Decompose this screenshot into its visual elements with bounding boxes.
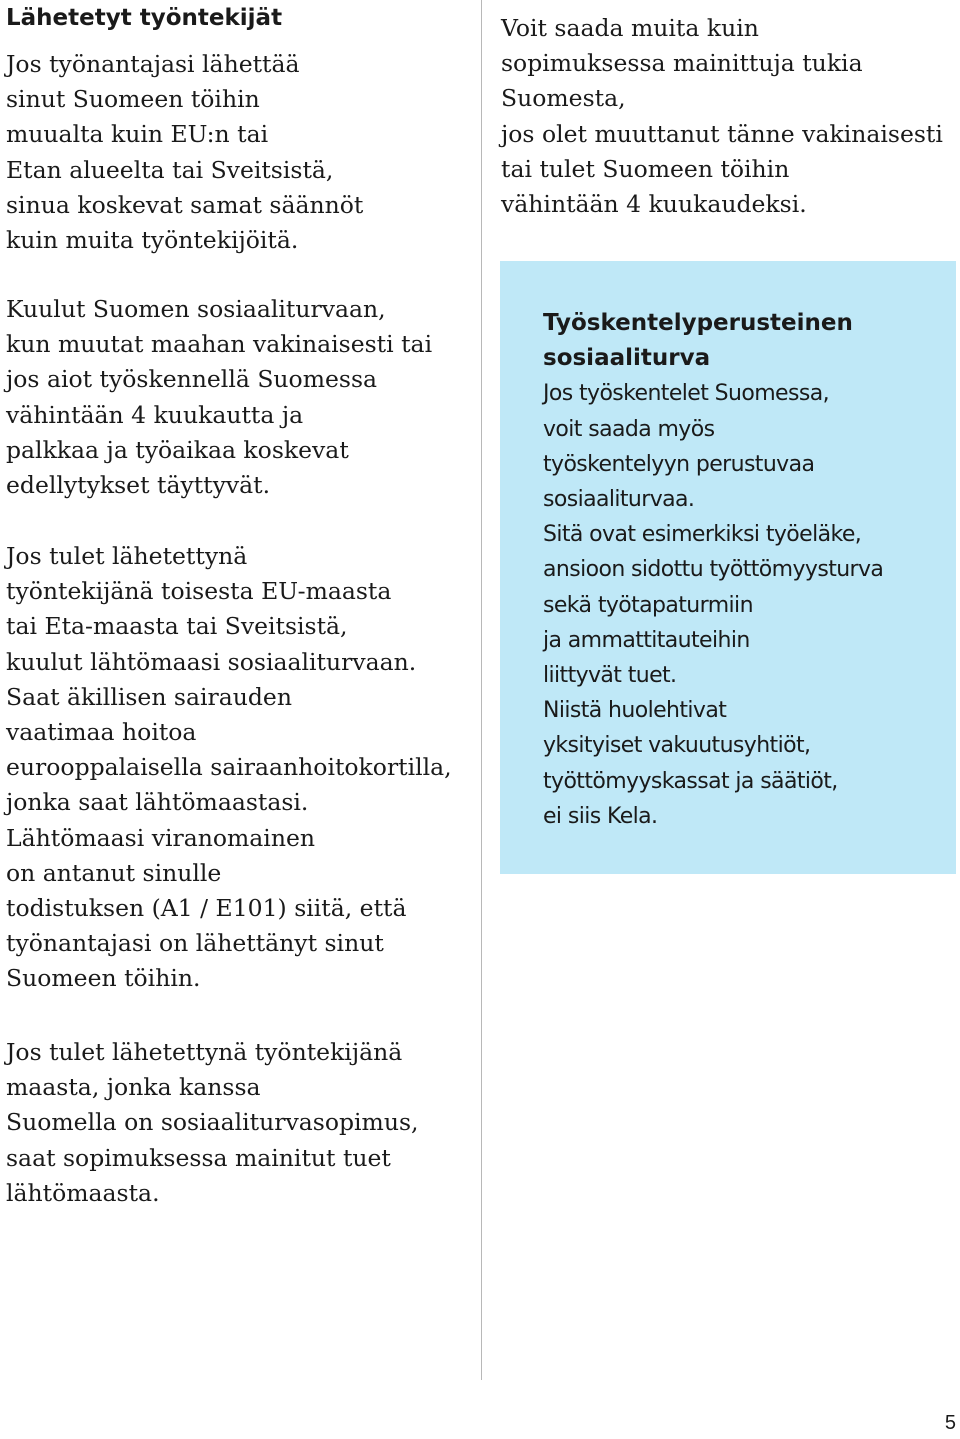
text-line: liittyvät tuet. bbox=[543, 663, 677, 689]
text-line: saat sopimuksessa mainitut tuet bbox=[6, 1143, 391, 1172]
text-line: kuulut lähtömaasi sosiaaliturvaan. bbox=[6, 647, 417, 676]
text-line: Saat äkillisen sairauden bbox=[6, 682, 292, 711]
text-line: Suomella on sosiaaliturvasopimus, bbox=[6, 1108, 419, 1137]
text-line: Suomeen töihin. bbox=[6, 964, 201, 993]
text-line: Niistä huolehtivat bbox=[543, 698, 727, 724]
paragraph-other-benefits bbox=[501, 11, 943, 222]
text-line: työnantajasi on lähettänyt sinut bbox=[6, 929, 384, 958]
page-number: 5 bbox=[944, 1412, 956, 1434]
text-line: Jos työnantajasi lähettää bbox=[6, 50, 300, 78]
text-line: sopimuksessa mainittuja tukia bbox=[501, 49, 863, 78]
text-line: vaatimaa hoitoa bbox=[6, 718, 197, 747]
text-line: työskentelyyn perustuvaa bbox=[543, 451, 815, 477]
text-line: vähintään 4 kuukautta ja bbox=[6, 400, 304, 429]
text-line: eurooppalaisella sairaanhoitokortilla, bbox=[6, 753, 452, 782]
text-line: Lähtömaasi viranomainen bbox=[6, 823, 315, 852]
column-divider bbox=[481, 0, 482, 1380]
text-line: Suomesta, bbox=[501, 84, 626, 113]
info-box-work-based-social-security bbox=[500, 261, 956, 874]
text-line: Jos työskentelet Suomessa, bbox=[543, 381, 829, 407]
text-line: Voit saada muita kuin bbox=[501, 14, 759, 42]
text-line: voit saada myös bbox=[543, 416, 715, 442]
text-line: ansioon sidottu työttömyysturva bbox=[543, 557, 884, 583]
text-line: kun muutat maahan vakinaisesti tai bbox=[6, 330, 433, 359]
text-line: lähtömaasta. bbox=[6, 1178, 160, 1207]
text-line: kuin muita työntekijöitä. bbox=[6, 226, 299, 255]
text-line: Jos tulet lähetettynä bbox=[6, 542, 248, 570]
section-heading: Lähetetyt työntekijät bbox=[6, 5, 283, 31]
text-line: yksityiset vakuutusyhtiöt, bbox=[543, 733, 811, 759]
text-line: ei siis Kela. bbox=[543, 803, 658, 829]
text-line: Sitä ovat esimerkiksi työeläke, bbox=[543, 522, 862, 548]
text-line: sinut Suomeen töihin bbox=[6, 85, 260, 114]
text-line: vähintään 4 kuukaudeksi. bbox=[501, 190, 807, 219]
text-line: Työskentelyperusteinen bbox=[543, 310, 853, 336]
paragraph-agreement-country bbox=[6, 1035, 419, 1211]
text-line: todistuksen (A1 / E101) siitä, että bbox=[6, 894, 407, 923]
paragraph-posted-from-eu bbox=[6, 539, 452, 997]
text-line: Kuulut Suomen sosiaaliturvaan, bbox=[6, 295, 386, 323]
paragraph-social-security-membership bbox=[6, 292, 432, 503]
text-line: muualta kuin EU:n tai bbox=[6, 120, 269, 149]
text-line: sekä työtapaturmiin bbox=[543, 592, 753, 618]
info-box-title bbox=[543, 306, 883, 376]
text-line: edellytykset täyttyvät. bbox=[6, 471, 271, 500]
text-line: jonka saat lähtömaastasi. bbox=[6, 788, 309, 817]
text-line: työttömyyskassat ja säätiöt, bbox=[543, 768, 838, 794]
text-line: työntekijänä toisesta EU-maasta bbox=[6, 577, 392, 606]
text-line: Etan alueelta tai Sveitsistä, bbox=[6, 155, 334, 184]
text-line: tai Eta-maasta tai Sveitsistä, bbox=[6, 612, 348, 641]
text-line: Jos tulet lähetettynä työntekijänä bbox=[6, 1038, 403, 1066]
text-line: sinua koskevat samat säännöt bbox=[6, 190, 364, 219]
text-line: ja ammattitauteihin bbox=[543, 627, 750, 653]
text-line: sosiaaliturvaa. bbox=[543, 487, 695, 513]
text-line: sosiaaliturva bbox=[543, 345, 711, 372]
text-line: tai tulet Suomeen töihin bbox=[501, 154, 790, 183]
info-box-body bbox=[543, 376, 883, 834]
text-line: on antanut sinulle bbox=[6, 858, 222, 887]
text-line: jos olet muuttanut tänne vakinaisesti bbox=[501, 119, 943, 148]
text-line: maasta, jonka kanssa bbox=[6, 1073, 261, 1102]
text-line: jos aiot työskennellä Suomessa bbox=[6, 365, 378, 394]
text-line: palkkaa ja työaikaa koskevat bbox=[6, 435, 349, 464]
paragraph-posted-outside-eu bbox=[6, 47, 363, 258]
